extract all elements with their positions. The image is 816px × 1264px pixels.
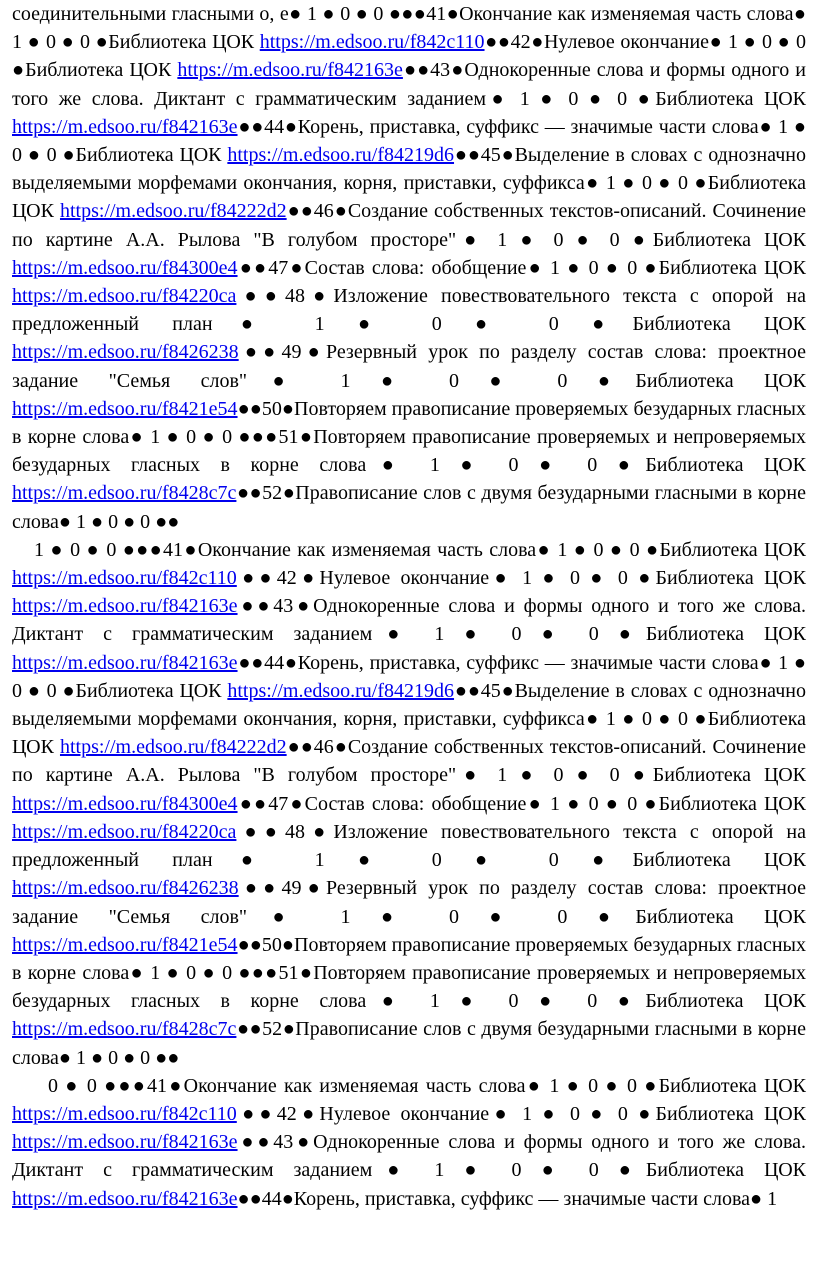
text-segment: ●●47●Состав слова: обобщение● 1 ● 0 ● 0 ●Библиотека ЦОК <box>237 792 806 815</box>
resource-link[interactable]: https://m.edsoo.ru/f842c110 <box>12 567 237 590</box>
resource-link[interactable]: https://m.edsoo.ru/f84222d2 <box>59 736 287 759</box>
text-segment: ●●45●Выделение в словах с однозначно выделяемыми морфемами окончания, корня, приставки, суффикса● 1 ● 0 ● 0 ●Библиотека ЦОК <box>12 144 806 223</box>
text-segment: ●●48●Изложение повествовательного текста с опорой на предложенный план● 1 ● 0 ● 0 ●Библиотека ЦОК <box>12 820 806 872</box>
resource-link[interactable]: https://m.edsoo.ru/f842c110 <box>259 31 485 54</box>
text-segment: ●●50●Повторяем правописание проверяемых безударных гласных в корне слова● 1 ● 0 ● 0 ●●●51●Повторяем правописание проверяемых и непроверяемых безударных гласных в корне слова● 1 ● 0 ● 0 ●Библиотека ЦОК <box>12 397 806 477</box>
text-segment: ●●46●Создание собственных текстов-описаний. Сочинение по картине А.А. Рылова "В голубом просторе"● 1 ● 0 ● 0 ●Библиотека ЦОК <box>12 736 806 787</box>
resource-link[interactable]: https://m.edsoo.ru/f842163e <box>12 595 238 618</box>
resource-link[interactable]: https://m.edsoo.ru/f84300e4 <box>12 256 238 279</box>
resource-link[interactable]: https://m.edsoo.ru/f8426238 <box>12 877 239 900</box>
resource-link[interactable]: https://m.edsoo.ru/f84219d6 <box>227 679 455 702</box>
text-segment: ●●46●Создание собственных текстов-описаний. Сочинение по картине А.А. Рылова "В голубом просторе"● 1 ● 0 ● 0 ●Библиотека ЦОК <box>12 200 806 251</box>
text-segment: соединительными гласными о, е● 1 ● 0 ● 0 ●●●41●Окончание как изменяемая часть слова● 1 ● 0 ● 0 ●Библиотека ЦОК <box>12 3 806 54</box>
text-segment: ●●45●Выделение в словах с однозначно выделяемыми морфемами окончания, корня, приставки, суффикса● 1 ● 0 ● 0 ●Библиотека ЦОК <box>12 679 806 759</box>
resource-link[interactable]: https://m.edsoo.ru/f8421e54 <box>12 397 238 420</box>
paragraph <box>12 536 806 1072</box>
text-segment: ●●43●Однокоренные слова и формы одного и того же слова. Диктант с грамматическим заданием● 1 ● 0 ● 0 ●Библиотека ЦОК <box>12 595 806 646</box>
resource-link[interactable]: https://m.edsoo.ru/f8428c7c <box>12 1018 237 1041</box>
text-segment: ●●49●Резервный урок по разделу состав слова: проектное задание "Семья слов"● 1 ● 0 ● 0 ●Библиотека ЦОК <box>12 341 806 392</box>
text-segment: ●●44●Корень, приставка, суффикс — значимые части слова● 1 ● 0 ● 0 ●Библиотека ЦОК <box>12 651 806 702</box>
paragraph <box>12 0 806 536</box>
resource-link[interactable]: https://m.edsoo.ru/f842163e <box>12 1187 238 1210</box>
text-segment: ●●52●Правописание слов с двумя безударными гласными в корне слова● 1 ● 0 ● 0 ●● <box>12 482 806 533</box>
resource-link[interactable]: https://m.edsoo.ru/f842c110 <box>12 1102 237 1125</box>
text-segment: ●●48●Изложение повествовательного текста с опорой на предложенный план● 1 ● 0 ● 0 ●Библиотека ЦОК <box>12 285 806 336</box>
resource-link[interactable]: https://m.edsoo.ru/f84219d6 <box>227 144 455 167</box>
text-segment: ●●44●Корень, приставка, суффикс — значимые части слова● 1 ● 0 ● 0 ●Библиотека ЦОК <box>12 115 806 167</box>
resource-link[interactable]: https://m.edsoo.ru/f84300e4 <box>12 792 238 815</box>
resource-link[interactable]: https://m.edsoo.ru/f8428c7c <box>12 482 237 505</box>
text-segment: ●●43●Однокоренные слова и формы одного и того же слова. Диктант с грамматическим заданием● 1 ● 0 ● 0 ●Библиотека ЦОК <box>12 1131 806 1182</box>
text-segment: ●●42●Нулевое окончание● 1 ● 0 ● 0 ●Библиотека ЦОК <box>12 31 806 82</box>
text-segment: ●●52●Правописание слов с двумя безударными гласными в корне слова● 1 ● 0 ● 0 ●● <box>12 1018 806 1069</box>
resource-link[interactable]: https://m.edsoo.ru/f842163e <box>12 1131 238 1154</box>
text-segment: ●●47●Состав слова: обобщение● 1 ● 0 ● 0 ●Библиотека ЦОК <box>237 256 806 279</box>
resource-link[interactable]: https://m.edsoo.ru/f84220ca <box>12 820 237 843</box>
resource-link[interactable]: https://m.edsoo.ru/f842163e <box>177 59 403 82</box>
text-segment: ●●49●Резервный урок по разделу состав слова: проектное задание "Семья слов"● 1 ● 0 ● 0 ●Библиотека ЦОК <box>12 877 806 928</box>
text-segment: ●●43●Однокоренные слова и формы одного и того же слова. Диктант с грамматическим заданием● 1 ● 0 ● 0 ●Библиотека ЦОК <box>12 59 806 110</box>
text-segment: ●●44●Корень, приставка, суффикс — значимые части слова● 1 <box>237 1187 778 1210</box>
text-segment: 1 ● 0 ● 0 ●●●41●Окончание как изменяемая часть слова● 1 ● 0 ● 0 ●Библиотека ЦОК <box>34 538 806 561</box>
resource-link[interactable]: https://m.edsoo.ru/f842163e <box>12 651 238 674</box>
resource-link[interactable]: https://m.edsoo.ru/f8421e54 <box>12 933 238 956</box>
resource-link[interactable]: https://m.edsoo.ru/f842163e <box>12 115 238 138</box>
text-segment: ●●42●Нулевое окончание● 1 ● 0 ● 0 ●Библиотека ЦОК <box>236 567 806 590</box>
resource-link[interactable]: https://m.edsoo.ru/f84220ca <box>12 285 237 308</box>
resource-link[interactable]: https://m.edsoo.ru/f84222d2 <box>59 200 287 223</box>
text-segment: 0 ● 0 ●●●41●Окончание как изменяемая часть слова● 1 ● 0 ● 0 ●Библиотека ЦОК <box>48 1074 806 1097</box>
text-segment: ●●50●Повторяем правописание проверяемых безударных гласных в корне слова● 1 ● 0 ● 0 ●●●51●Повторяем правописание проверяемых и непроверяемых безударных гласных в корне слова● 1 ● 0 ● 0 ●Библиотека ЦОК <box>12 933 806 1013</box>
text-segment: ●●42●Нулевое окончание● 1 ● 0 ● 0 ●Библиотека ЦОК <box>236 1102 806 1125</box>
resource-link[interactable]: https://m.edsoo.ru/f8426238 <box>12 341 239 364</box>
paragraph <box>12 1072 806 1213</box>
